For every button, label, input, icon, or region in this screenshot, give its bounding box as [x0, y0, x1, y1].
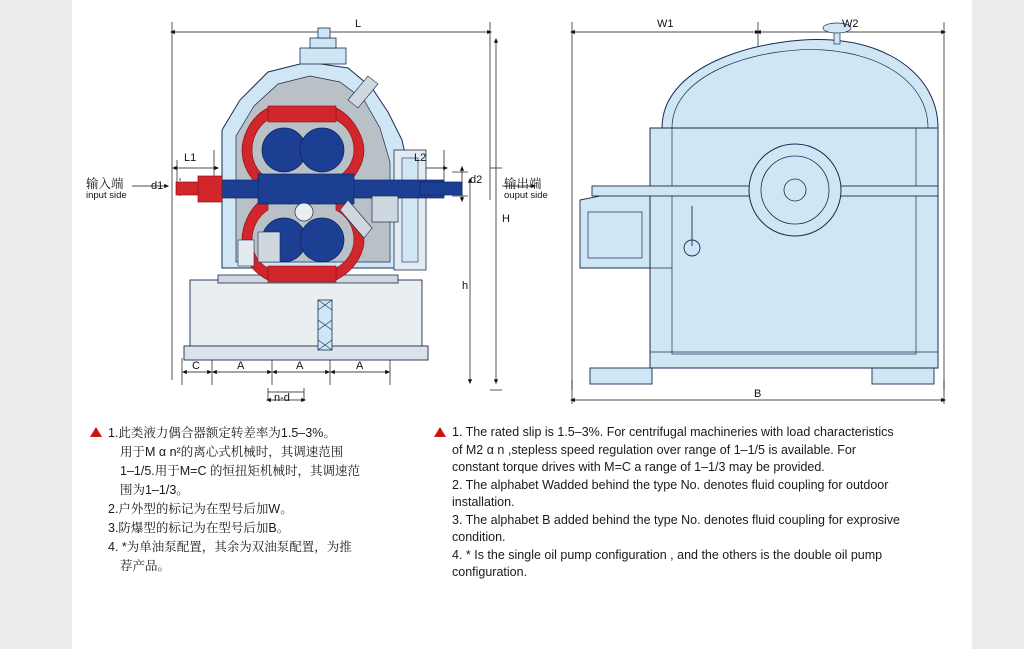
- cn-note-line-2: 用于M α n²的离心式机械时，其调速范围: [120, 445, 344, 459]
- dimension-label-d2: d2: [470, 174, 483, 186]
- dimension-label-C: C: [192, 360, 200, 372]
- dimension-label-d1: d1: [151, 180, 164, 192]
- en-note-line-9: configuration.: [452, 565, 528, 579]
- dimension-label-L: L: [355, 18, 362, 30]
- dimension-label-W2: W2: [842, 18, 859, 30]
- dimension-label-B: B: [754, 388, 762, 400]
- dimension-label-L2: L2: [414, 152, 427, 164]
- dimension-label-n-d: n-d: [274, 392, 290, 404]
- left-margin: [0, 0, 72, 649]
- dimension-label-W1: W1: [657, 18, 674, 30]
- dimension-label-A-3: A: [356, 360, 364, 372]
- en-note-line-5: installation.: [452, 495, 515, 509]
- drawing-svg: [72, 0, 972, 420]
- en-note-line-2: of M2 α n ,stepless speed regulation over range of 1–1/5 is available. For: [452, 442, 856, 457]
- cn-note-line-8: 荐产品。: [120, 559, 171, 573]
- dimension-label-h: h: [462, 280, 469, 292]
- cn-note-line-5: 2.户外型的标记为在型号后加W。: [108, 502, 293, 516]
- right-margin: [972, 0, 1024, 649]
- output-side-label-en: ouput side: [504, 190, 548, 201]
- en-note-line-1: 1. The rated slip is 1.5–3%. For centrifugal machineries with load characteristics: [452, 425, 894, 439]
- en-note-line-6: 3. The alphabet B added behind the type No. denotes fluid coupling for exprosive: [452, 512, 900, 527]
- dimension-label-A-2: A: [296, 360, 304, 372]
- en-note-line-7: condition.: [452, 530, 506, 544]
- en-note-line-4: 2. The alphabet Wadded behind the type No. denotes fluid coupling for outdoor: [452, 477, 889, 492]
- right-end-view: [580, 23, 938, 384]
- notes-chinese: [90, 424, 410, 594]
- notes-english: [434, 424, 954, 594]
- dimension-label-H: H: [502, 213, 510, 225]
- cn-note-line-4: 围为1–1/3。: [120, 483, 189, 497]
- left-sectional-view: [176, 28, 462, 360]
- cn-note-line-3: 1–1/5.用于M=C 的恒扭矩机械时，其调速范: [120, 464, 360, 478]
- output-side-label-cn: 输出端: [504, 177, 542, 191]
- warning-triangle-icon: [90, 427, 102, 437]
- en-note-line-3: constant torque drives with M=C a range of 1–1/3 may be provided.: [452, 460, 825, 474]
- notes-section: [90, 424, 970, 594]
- dimension-label-A-1: A: [237, 360, 245, 372]
- cn-note-line-1: 1.此类液力偶合器额定转差率为1.5–3%。: [108, 426, 336, 440]
- en-note-line-8: 4. * Is the single oil pump configuration , and the others is the double oil pump: [452, 547, 883, 562]
- cn-note-line-7: 4. *为单油泵配置，其余为双油泵配置，为推: [108, 540, 352, 554]
- cn-note-line-6: 3.防爆型的标记为在型号后加B。: [108, 521, 290, 535]
- warning-triangle-icon-en: [434, 427, 446, 437]
- input-side-label-en: input side: [86, 190, 127, 201]
- input-side-label-cn: 输入端: [86, 177, 124, 191]
- dimension-label-L1: L1: [184, 152, 197, 164]
